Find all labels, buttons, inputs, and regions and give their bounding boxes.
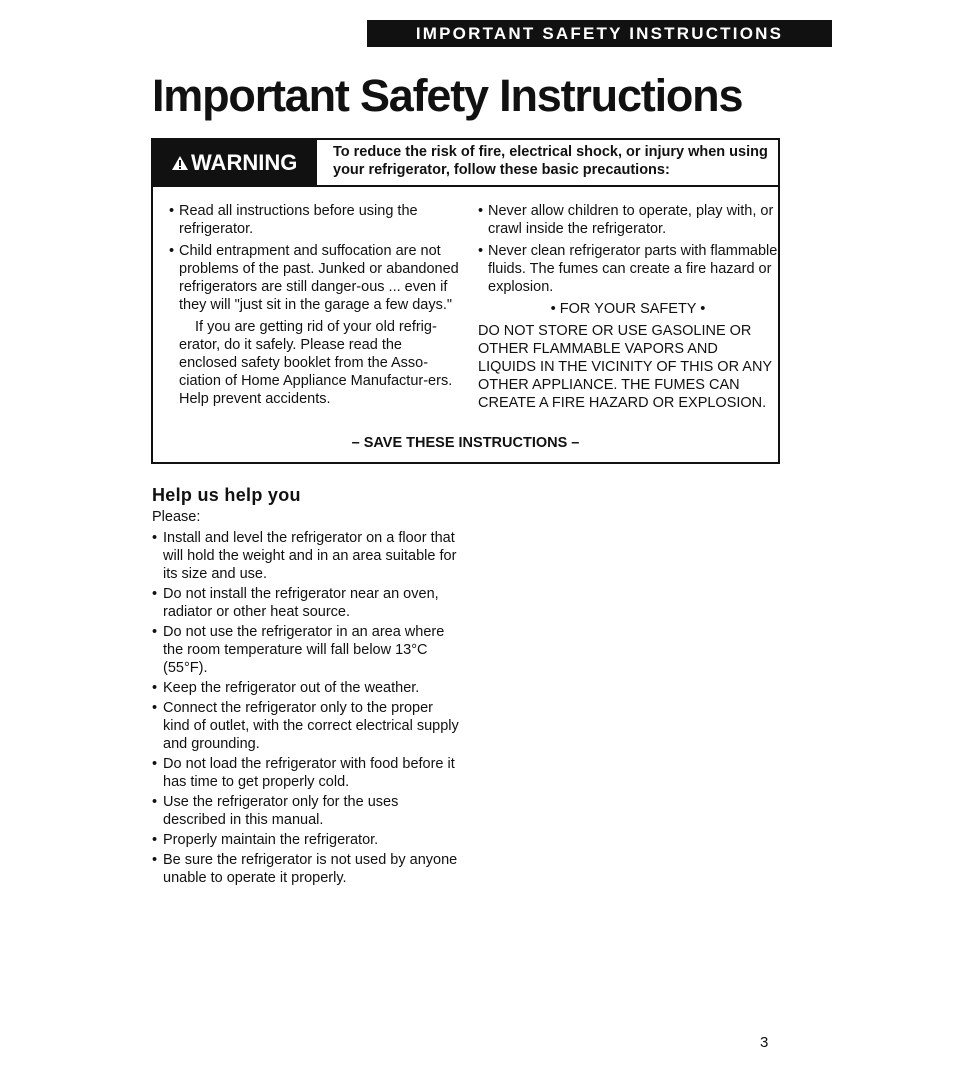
warning-label-text: WARNING	[191, 149, 298, 175]
section-banner-text: IMPORTANT SAFETY INSTRUCTIONS	[415, 24, 784, 43]
page-number: 3	[760, 1034, 769, 1051]
list-item: • Do not use the refrigerator in an area where the room temperature will fall below 13°C (55°F).	[152, 623, 462, 677]
list-item: • Install and level the refrigerator on a floor that will hold the weight and in an area suitable for its size and use.	[152, 529, 462, 583]
warning-bullet-read-instructions: • Read all instructions before using the refrigerator.	[169, 202, 459, 238]
warning-box	[151, 138, 780, 464]
warning-divider	[153, 185, 778, 187]
warning-bullet-flammable-fluids: • Never clean refrigerator parts with flammable fluids. The fumes can create a fire hazard or explosion.	[478, 242, 778, 296]
warning-right-column	[478, 202, 778, 412]
page-title: Important Safety Instructions	[152, 70, 743, 121]
warning-triangle-icon	[171, 155, 189, 171]
warning-disposal-paragraph: If you are getting rid of your old refrig-erator, do it safely. Please read the enclosed safety booklet from the Asso-ciation of Home Appliance Manufactur-ers. Help prevent accidents.	[179, 319, 453, 407]
section-banner	[367, 20, 832, 47]
gasoline-warning-paragraph: DO NOT STORE OR USE GASOLINE OR OTHER FLAMMABLE VAPORS AND LIQUIDS IN THE VICINITY OF THIS OR ANY OTHER APPLIANCE. THE FUMES CAN CREATE A FIRE HAZARD OR EXPLOSION.	[478, 323, 772, 411]
list-item: • Keep the refrigerator out of the weather.	[152, 679, 462, 697]
save-instructions-line: – SAVE THESE INSTRUCTIONS –	[351, 435, 580, 451]
warning-bullet-children: • Never allow children to operate, play with, or crawl inside the refrigerator.	[478, 202, 778, 238]
help-section-title: Help us help you	[152, 485, 301, 505]
warning-bullet-child-entrapment: • Child entrapment and suffocation are not problems of the past. Junked or abandoned refrigerators are still danger-ous ... even if they will "just sit in the garage a few days."	[169, 242, 459, 314]
warning-label	[153, 140, 317, 185]
list-item: • Use the refrigerator only for the uses described in this manual.	[152, 793, 462, 829]
help-intro: Please:	[152, 509, 201, 525]
list-item: • Do not install the refrigerator near an oven, radiator or other heat source.	[152, 585, 462, 621]
list-item: • Properly maintain the refrigerator.	[152, 831, 462, 849]
list-item: • Be sure the refrigerator is not used by anyone unable to operate it properly.	[152, 851, 462, 887]
help-list	[152, 529, 462, 889]
warning-left-column	[169, 202, 459, 408]
list-item: • Do not load the refrigerator with food before it has time to get properly cold.	[152, 755, 462, 791]
warning-heading: To reduce the risk of fire, electrical shock, or injury when using your refrigerator, follow these basic precautions:	[333, 144, 768, 178]
for-your-safety-heading: • FOR YOUR SAFETY •	[550, 301, 706, 317]
list-item: • Connect the refrigerator only to the proper kind of outlet, with the correct electrical supply and grounding.	[152, 699, 462, 753]
